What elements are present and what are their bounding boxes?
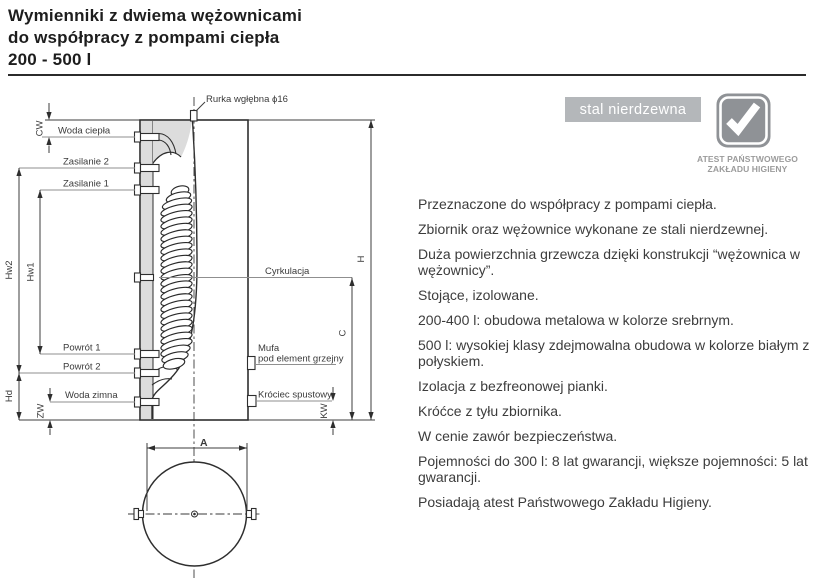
feature-item: 200-400 l: obudowa metalowa w kolorze srebrnym. xyxy=(418,312,734,328)
label-krociec-spustowy: Króciec spustowy xyxy=(258,389,332,401)
label-powrot-1: Powrót 1 xyxy=(63,342,101,354)
dimension-hw1 xyxy=(26,190,43,354)
dim-label-h: H xyxy=(356,255,367,263)
page-title-line2: do współpracy z pompami ciepła xyxy=(8,28,280,47)
dim-label-hw1: Hw1 xyxy=(25,262,37,282)
dip-tube xyxy=(191,102,206,121)
dimension-h xyxy=(356,120,374,420)
label-rurka-wglebna: Rurka wgłębna ϕ16 xyxy=(206,94,288,105)
top-view-circle xyxy=(128,462,261,566)
page-title-line1: Wymienniki z dwiema wężownicami xyxy=(8,6,303,25)
feature-list xyxy=(418,196,810,519)
feature-item: Przeznaczone do współpracy z pompami ciepła. xyxy=(418,196,717,212)
feature-item: Stojące, izolowane. xyxy=(418,287,539,303)
feature-item: Pojemności do 300 l: 8 lat gwarancji, większe pojemności: 5 lat gwarancji. xyxy=(418,453,808,485)
dimension-cw xyxy=(35,103,52,153)
certificate-caption-line2: ZAKŁADU HIGIENY xyxy=(707,164,788,174)
dimension-hw2 xyxy=(4,168,22,373)
certificate-check-icon xyxy=(716,93,771,148)
feature-item: Duża powierzchnia grzewcza dzięki konstrukcji “wężownica w wężownicy”. xyxy=(418,246,801,278)
dim-label-zw: ZW xyxy=(35,403,47,419)
certificate-caption xyxy=(683,154,812,174)
feature-item: W cenie zawór bezpieczeństwa. xyxy=(418,428,618,444)
dimension-zw xyxy=(36,388,53,435)
label-cyrkulacja: Cyrkulacja xyxy=(265,266,310,277)
page-title-line3: 200 - 500 l xyxy=(8,50,92,69)
steel-badge xyxy=(565,97,701,122)
feature-item: Zbiornik oraz wężownice wykonane ze stali nierdzewnej. xyxy=(418,221,769,237)
dim-label-kw: KW xyxy=(319,403,330,419)
dim-label-hd: Hd xyxy=(4,389,15,403)
label-zasilanie-2: Zasilanie 2 xyxy=(63,156,109,168)
dimension-hd xyxy=(4,373,22,420)
dimension-c xyxy=(338,278,355,421)
dim-label-cw: CW xyxy=(34,120,46,137)
feature-item: Posiadają atest Państwowego Zakładu Higieny. xyxy=(418,494,712,510)
title-divider xyxy=(8,74,806,76)
dim-label-hw2: Hw2 xyxy=(4,260,15,280)
check-icon xyxy=(716,93,771,148)
label-mufa-line2: pod element grzejny xyxy=(258,353,344,365)
page-title xyxy=(8,5,302,71)
label-zasilanie-1: Zasilanie 1 xyxy=(63,178,109,190)
feature-item: Króćce z tyłu zbiornika. xyxy=(418,403,562,419)
dim-label-c: C xyxy=(337,329,349,337)
feature-item: 500 l: wysokiej klasy zdejmowalna obudowa w kolorze białym z połyskiem. xyxy=(418,337,810,369)
tank-technical-drawing xyxy=(0,88,410,586)
label-woda-zimna: Woda zimna xyxy=(65,390,118,401)
feature-item: Izolacja z bezfreonowej pianki. xyxy=(418,378,608,394)
dim-label-a: A xyxy=(200,437,208,449)
steel-badge-label: stal nierdzewna xyxy=(579,101,687,118)
label-mufa-line1: Mufa xyxy=(258,343,280,354)
label-powrot-2: Powrót 2 xyxy=(63,361,101,373)
label-woda-ciepla: Woda ciepła xyxy=(58,125,111,137)
certificate-caption-line1: ATEST PAŃSTWOWEGO xyxy=(696,154,799,164)
